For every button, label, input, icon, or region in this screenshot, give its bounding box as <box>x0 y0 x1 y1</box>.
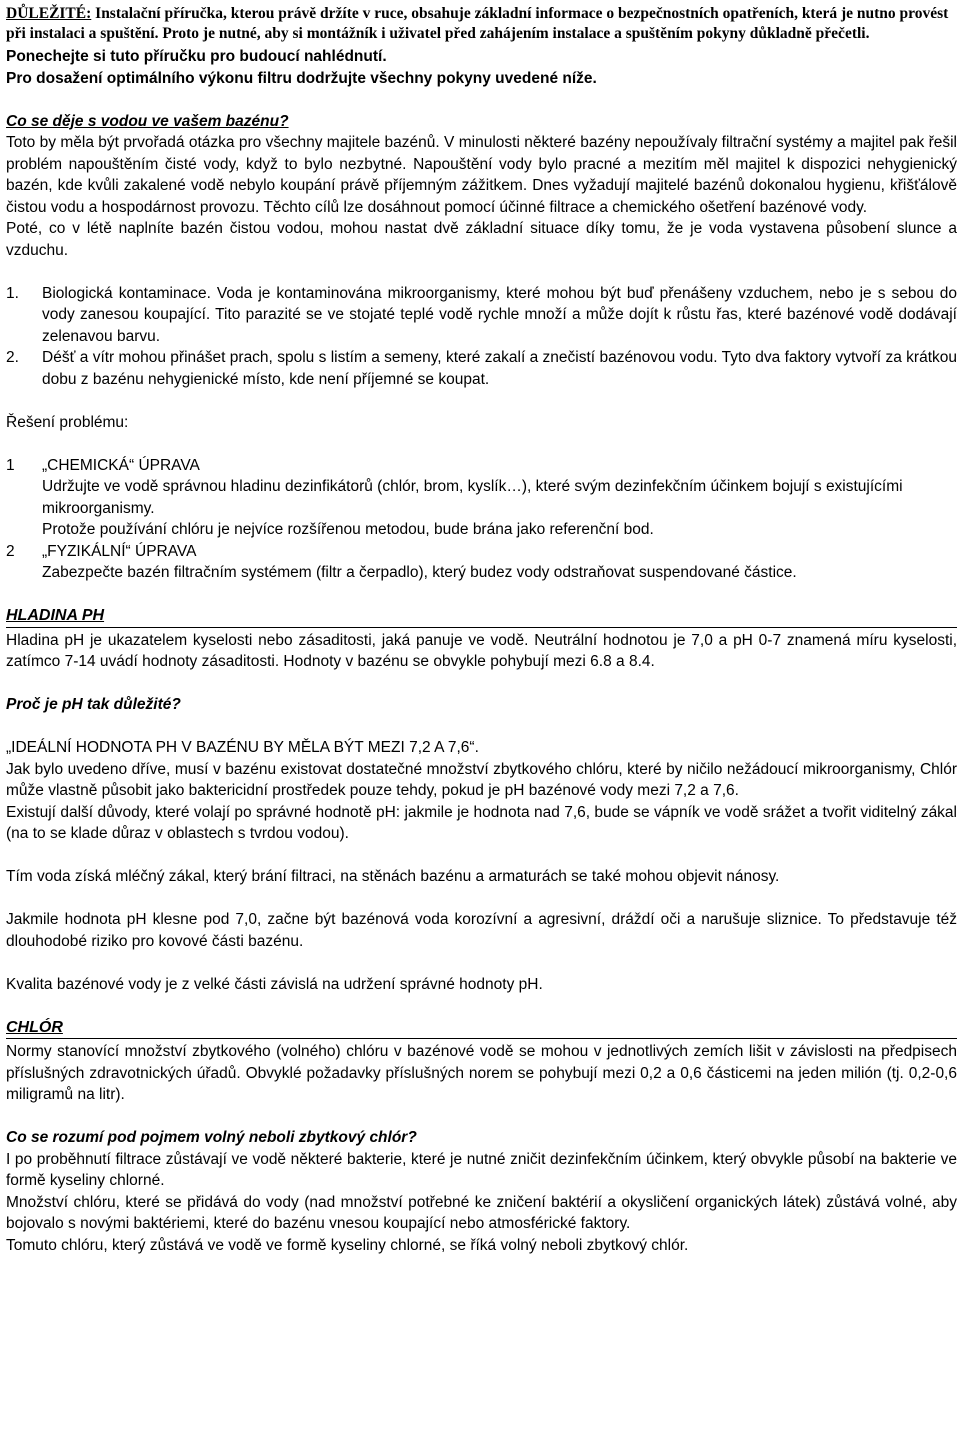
chlor-para4: Tomuto chlóru, který zůstává ve vodě ve formě kyseliny chlorné, se říká volný neboli zbytkový chlór. <box>6 1236 689 1254</box>
solution-item <box>6 455 957 541</box>
chlor-para3: Množství chlóru, které se přidává do vody (nad množství potřebné ke zničení baktérií a okysličení organických látek) zůstává volné, aby bojovalo s novými baktériemi, které do bazénu vnesou koupající nebo atmosférické faktory. <box>6 1193 957 1232</box>
solution-item-heading: „CHEMICKÁ“ ÚPRAVA <box>42 456 200 474</box>
water-list-item <box>6 347 957 390</box>
ph-para1: Hladina pH je ukazatelem kyselosti nebo zásaditosti, jaká panuje ve vodě. Neutrální hodnotou je 7,0 a pH 0-7 znamená míru kyselosti, zatímco 7-14 uvádí hodnoty zásaditosti. Hodnoty v bazénu se obvykle pohybují mezi 6.8 a 8.4. <box>6 631 957 670</box>
ph-heading-rule <box>6 605 957 628</box>
list-number: 2. <box>6 349 19 366</box>
section-water-para1: Toto by měla být prvořadá otázka pro všechny majitele bazénů. V minulosti některé bazény nepoužívaly filtrační systémy a majitel pak řešil problém napouštěním čisté vody, když to bylo nezbytné. Napouštění vody bylo pracné a mezitím měl majitel k dispozici nehygienický bazén, kde kvůli zakalené vodě nebylo koupání právě příjemným zážitkem. Dnes vyžadují majitelé bazénů dokonalou hygienu, křišťálově čistou vodu a hospodárnost provozu. Těchto cílů lze dosáhnout pomocí účinné filtrace a chemického ošetření bazénové vody. <box>6 134 957 216</box>
ph-para5: Jakmile hodnota pH klesne pod 7,0, začne být bazénová voda korozívní a agresivní, dráždí oči a narušuje sliznice. To představuje též dlouhodobé riziko pro kovové části bazénu. <box>6 911 957 950</box>
solution-item-heading: „FYZIKÁLNÍ“ ÚPRAVA <box>42 542 197 560</box>
chlor-question-title: Co se rozumí pod pojmem volný neboli zbytkový chlór? <box>6 1129 417 1146</box>
section-water-title: Co se děje s vodou ve vašem bazénu? <box>6 112 289 130</box>
solution-item-line: Zabezpečte bazén filtračním systémem (filtr a čerpadlo), který budez vody odstraňovat suspendované částice. <box>42 564 797 581</box>
intro-notice <box>6 4 957 44</box>
ph-para3: Existují další důvody, které volají po správné hodnotě pH: jakmile je hodnota nad 7,6, bude se vápník ve vodě srážet a tvořit viditelný zákal (na to se klade důraz v oblastech s tvrdou vodou). <box>6 803 957 842</box>
intro-notice-text: Instalační příručka, kterou právě držíte v ruce, obsahuje základní informace o bezpečnostních opatřeních, která je nutno provést při instalaci a spuštění. Proto je nutné, aby si montážník i uživatel před zahájením instalace a spuštěním pokyny důkladně přečetli. <box>6 5 949 42</box>
chlor-para1: Normy stanovící množství zbytkového (volného) chlóru v bazénové vodě se mohou v jednotlivých zemích lišit v závislosti na předpisech příslušných zdravotnických úřadů. Obvyklé požadavky příslušných norem se pohybují mezi 0,2 a 0,6 částicemi na jeden milión (tj. 0,2-0,6 miligramů na litr). <box>6 1043 957 1103</box>
solution-title: Řešení problému: <box>6 413 129 431</box>
section-water-para2: Poté, co v létě naplníte bazén čistou vodou, mohou nastat dvě základní situace díky tomu, že je voda vystavena působení slunce a vzduchu. <box>6 220 957 259</box>
ph-para6: Kvalita bazénové vody je z velké části závislá na udržení správné hodnoty pH. <box>6 975 543 993</box>
list-number: 1. <box>6 284 19 302</box>
water-list-item <box>6 283 957 348</box>
ph-para2: Jak bylo uvedeno dříve, musí v bazénu existovat dostatečné množství zbytkového chlóru, které by ničilo nežádoucí mikroorganismy, Chlór může vlastně působit jako baktericidní prostředek pouze tehdy, pokud je pH bazénové vody mezi 7,2 a 7,6. <box>6 760 957 799</box>
ph-para4: Tím voda získá mléčný zákal, který brání filtraci, na stěnách bazénu a armaturách se také mohou objevit nánosy. <box>6 868 780 885</box>
chlor-heading-rule <box>6 1017 957 1040</box>
ph-why-title: Proč je pH tak důležité? <box>6 696 181 713</box>
ph-section-title: HLADINA PH <box>6 607 105 624</box>
list-number: 1 <box>6 456 15 474</box>
intro-follow-instructions: Pro dosažení optimálního výkonu filtru dodržujte všechny pokyny uvedené níže. <box>6 69 597 87</box>
solution-item-line: Udržujte ve vodě správnou hladinu dezinfikátorů (chlór, brom, kyslík…), které svým dezinfekčním účinkem bojují s existujícími mikroorganismy. <box>42 478 903 517</box>
ph-ideal-value: „IDEÁLNÍ HODNOTA PH V BAZÉNU BY MĚLA BÝT MEZI 7,2 A 7,6“. <box>6 739 479 756</box>
chlor-para2: I po proběhnutí filtrace zůstávají ve vodě některé bakterie, které je nutné zničit dezinfekčním účinkem, který obvykle působí na bakterie ve formě kyseliny chlorné. <box>6 1150 957 1189</box>
list-text: Déšť a vítr mohou přinášet prach, spolu s listím a semeny, které zakalí a znečistí bazénovou vodu. Tyto dva faktory vytvoří za krátkou dobu z bazénu nehygienické místo, kde není příjemné se koupat. <box>42 349 957 388</box>
solution-item-line: Protože používání chlóru je nejvíce rozšířenou metodou, bude brána jako referenční bod. <box>42 521 654 538</box>
solution-item <box>6 541 957 584</box>
chlor-section-title: CHLÓR <box>6 1018 63 1036</box>
intro-notice-lead: DŮLEŽITÉ: <box>6 5 92 22</box>
list-text: Biologická kontaminace. Voda je kontaminována mikroorganismy, které mohou být buď přenášeny vzduchem, nebo je s sebou do vody zanesou koupající. Tito parazité se ve stojaté teplé vodě rychle množí a může dojít k růstu řas, které bazénové vodě dodávají zelenavou barvu. <box>42 284 957 345</box>
intro-keep-manual: Ponechejte si tuto příručku pro budoucí nahlédnutí. <box>6 48 387 65</box>
list-number: 2 <box>6 542 15 560</box>
